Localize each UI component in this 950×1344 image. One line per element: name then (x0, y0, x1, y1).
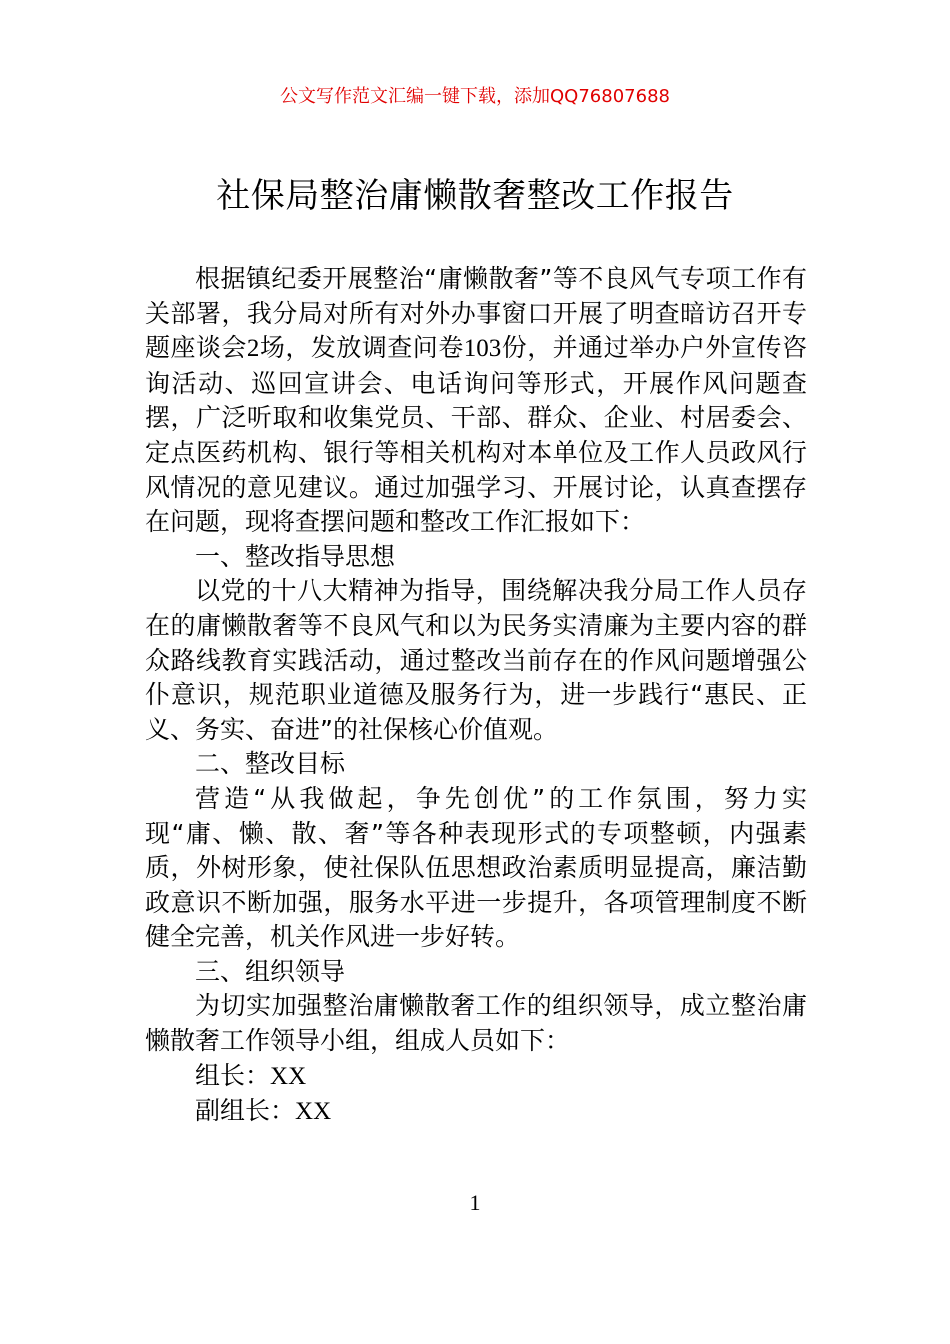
section3-paragraph: 为切实加强整治庸懒散奢工作的组织领导，成立整治庸懒散奢工作领导小组，组成人员如下： (145, 991, 807, 1056)
leader-line (145, 1059, 807, 1095)
intro-meeting-count: 2 (246, 335, 260, 363)
intro-text-part1: 根据镇纪委开展整治“庸懒散奢”等不良风气专项工作有关部署，我分局对所有对外办事窗口开展了明查暗访召开专题座谈会 (145, 264, 807, 363)
page-number: 1 (469, 1190, 481, 1215)
intro-paragraph (145, 262, 807, 540)
deputy-leader-label: 副组长： (195, 1096, 296, 1126)
intro-text-part3: 份，并通过举办户外宣传咨询活动、巡回宣讲会、电话询问等形式，开展作风问题查摆，广泛听取和收集党员、干部、群众、企业、村居委会、定点医药机构、银行等相关机构对本单位及工作人员政风行风情况的意见建议。通过加强学习、开展讨论，认真查摆存在问题，现将查摆问题和整改工作汇报如下： (145, 333, 807, 537)
leader-value: XX (270, 1062, 307, 1090)
section1-heading: 一、整改指导思想 (195, 541, 396, 571)
intro-text-part2: 场，发放调查问卷 (259, 333, 464, 363)
intro-questionnaire-count: 103 (463, 335, 502, 363)
document-title: 社保局整治庸懒散奢整改工作报告 (216, 176, 734, 216)
section2-paragraph: 营造“从我做起，争先创优”的工作氛围，努力实现“庸、懒、散、奢”等各种表现形式的专项整顿，内强素质，外树形象，使社保队伍思想政治素质明显提高，廉洁勤政意识不断加强，服务水平进一步提升，各项管理制度不断健全完善，机关作风进一步好转。 (145, 783, 807, 952)
section3-heading: 三、组织领导 (195, 956, 346, 986)
deputy-leader-line (145, 1094, 807, 1130)
section1-paragraph: 以党的十八大精神为指导，围绕解决我分局工作人员存在的庸懒散奢等不良风气和以为民务实清廉为主要内容的群众路线教育实践活动，通过整改当前存在的作风问题增强公仆意识，规范职业道德及服务行为，进一步践行“惠民、正义、务实、奋进”的社保核心价值观。 (145, 576, 807, 744)
section2-heading: 二、整改目标 (195, 749, 346, 779)
deputy-leader-value: XX (295, 1098, 332, 1126)
leader-label: 组长： (195, 1060, 271, 1090)
document-body (145, 262, 807, 1130)
promo-banner: 公文写作范文汇编一键下载，添加QQ76807688 (280, 86, 670, 107)
